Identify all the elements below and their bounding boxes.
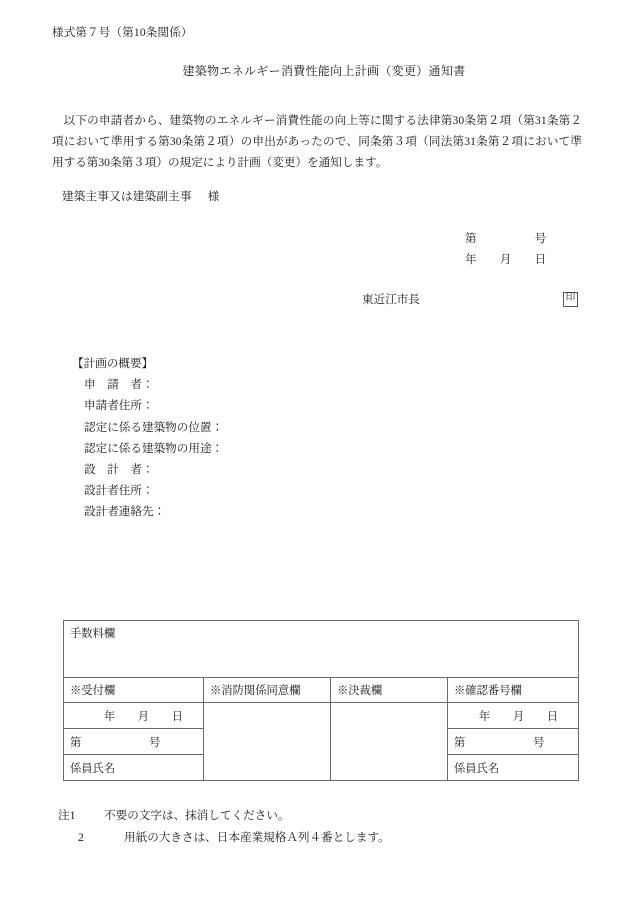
confirm-date-text: 年 月 日 [478,710,559,723]
issuer-line [362,291,578,307]
note-text-2: 用紙の大きさは、日本産業規格Ａ列４番とします。 [124,831,390,844]
table-header-approval: ※決裁欄 [331,678,448,703]
note-item-1 [58,805,390,827]
outline-field-applicant-address: 申請者住所： [84,399,154,413]
addressee-name: 建築主事又は建築副主事 [62,190,192,203]
seal-stamp-icon: 印 [563,292,578,307]
note-number-1: 1 [69,809,76,822]
table-header-confirm-number: ※確認番号欄 [448,678,579,703]
confirm-number-cell [448,729,579,755]
body-paragraph-block [52,110,582,173]
table-row [64,678,579,703]
document-title: 建築物エネルギー消費性能向上計画（変更）通知書 [182,64,466,78]
outline-field-designer-contact: 設計者連絡先： [84,505,166,519]
table-row [64,621,579,678]
addressee-line [62,188,220,204]
receipt-date-text: 年 月 日 [103,710,183,723]
outline-field-building-use: 認定に係る建築物の用途： [84,441,224,455]
confirm-staff-name-cell: 係員氏名 [448,755,579,781]
footer-notes [58,805,390,849]
addressee-honorific: 様 [207,190,220,203]
body-paragraph: 以下の申請者から、建築物のエネルギー消費性能の向上等に関する法律第30条第２項（第31条第２項において準用する第30条第２項）の申出があったので、同条第３項（同法第31条第２項において準用する第30条第３項）の規定により計画（変更）を通知します。 [52,114,582,169]
note-marker-2: 2 [78,831,84,844]
outline-field-building-location: 認定に係る建築物の位置： [84,420,224,434]
note-item-2 [58,827,390,849]
receipt-number-text: 第 号 [70,736,161,749]
confirm-date-cell [448,703,579,729]
plan-outline-heading: 【計画の概要】 [72,357,154,370]
table-header-receipt: ※受付欄 [64,678,204,703]
receipt-number-cell [64,729,204,755]
notes-label: 注 [58,809,70,822]
fire-consent-blank-cell [204,703,331,781]
confirm-number-text: 第 号 [454,736,545,749]
issuer-name: 東近江市長 [362,293,420,306]
fee-column-cell: 手数料欄 [64,621,579,678]
outline-field-designer: 設 計 者： [84,463,154,477]
receipt-staff-name-cell: 係員氏名 [64,755,204,781]
table-header-fire-consent: ※消防関係同意欄 [204,678,331,703]
note-text-1: 不要の文字は、抹消してください。 [104,809,290,822]
reference-number-line: 第 号 [465,232,547,245]
outline-field-designer-address: 設計者住所： [84,484,154,498]
note-marker-1 [58,805,104,827]
approval-blank-cell [331,703,448,781]
reference-number-date-block [465,228,546,270]
plan-outline-section [72,353,223,523]
fee-table [63,620,579,781]
form-number: 様式第７号（第10条関係） [52,27,193,39]
table-row [64,703,579,729]
outline-field-applicant: 申 請 者： [84,378,154,392]
receipt-date-cell [64,703,204,729]
reference-date-line: 年 月 日 [465,253,547,266]
